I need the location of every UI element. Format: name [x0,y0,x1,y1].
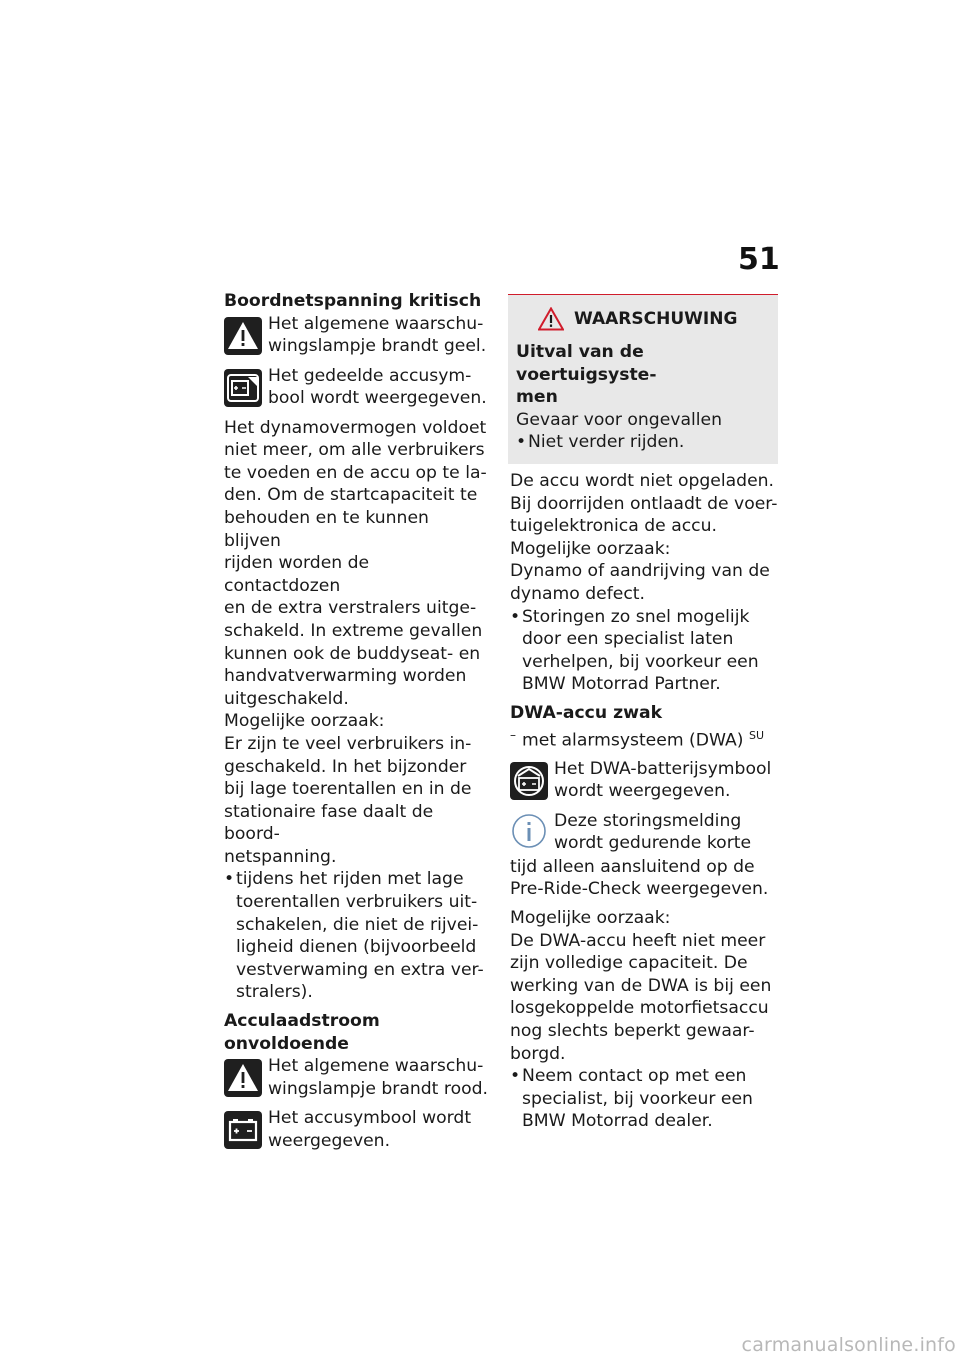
line: tijd alleen aansluitend op de [510,856,755,877]
line: stationaire fase daalt de boord- [224,801,434,845]
bullet-item [224,868,490,1004]
battery-icon [224,1111,262,1149]
line: geschakeld. In het bijzonder [224,756,467,777]
line: den. Om de startcapaciteit te [224,485,478,506]
warning-text: Gevaar voor ongevallen [516,409,723,430]
cause-paragraph [510,930,780,1066]
line: • Storingen zo snel mogelijk [522,606,750,627]
line: vestverwaming en extra ver- [236,959,484,980]
line: Bij doorrijden ontlaadt de voer- [510,493,778,514]
line: ligheid dienen (bijvoorbeeld [236,937,477,958]
line: De accu wordt niet opgeladen. [510,470,775,491]
left-column [224,290,490,1153]
section-title-dwa: DWA-accu zwak [510,702,662,723]
line: zijn volledige capaciteit. De [510,953,748,974]
line: schakelen, die niet de rijvei- [236,914,479,935]
line: en de extra verstralers uitge- [224,598,477,619]
line: netspanning. [224,846,337,867]
line: schakeld. In extreme gevallen [224,620,483,641]
option-line [510,725,780,752]
battery-shared-icon [224,369,262,407]
line: borgd. [510,1043,566,1064]
body-paragraph [510,470,780,538]
line: Deze storingsmelding [554,810,742,831]
line: rijden worden de contactdozen [224,553,370,596]
warning-label: WAARSCHUWING [574,308,738,329]
bullet-item [510,606,780,696]
line: werking van de DWA is bij een [510,975,772,996]
line: niet meer, om alle verbruikers [224,440,485,461]
general-warning-yellow-row [224,313,490,359]
info-continuation [510,856,780,901]
line: nog slechts beperkt gewaar- [510,1020,755,1041]
body-paragraph [224,417,490,711]
line: dynamo defect. [510,583,645,604]
cause-label: Mogelijke oorzaak: [224,711,385,732]
line: Uitval van de voertuigsyste- [516,342,657,385]
section-title-voltage: Boordnetspanning kritisch [224,291,482,311]
line: BMW Motorrad Partner. [522,674,721,695]
cause-label: Mogelijke oorzaak: [510,908,671,929]
line: bij lage toerentallen en in de [224,779,472,800]
line: • tijdens het rijden met lage [236,869,464,890]
line: kunnen ook de buddyseat- en [224,643,481,664]
line: Het gedeelde accusym- [268,365,472,386]
line: wordt weergegeven. [554,781,731,802]
line: BMW Motorrad dealer. [522,1111,713,1132]
battery-row [224,1107,490,1153]
line: Er zijn te veel verbruikers in- [224,733,472,754]
line: weergegeven. [268,1130,391,1151]
line: wingslampje brandt geel. [268,336,487,357]
line: Het algemene waarschu- [268,313,484,334]
line: stralers). [236,982,313,1003]
line: De DWA-accu heeft niet meer [510,930,766,951]
line: Het algemene waarschu- [268,1056,484,1077]
warning-bullet: • Niet verder rijden. [516,431,770,454]
cause-paragraph [510,560,780,605]
info-icon [510,812,548,850]
right-column [510,294,780,1133]
info-row [510,810,780,856]
cause-paragraph [224,733,490,869]
line: Het dynamovermogen voldoet [224,417,487,438]
line: wingslampje brandt rood. [268,1078,488,1099]
line: Dynamo of aandrijving van de [510,561,770,582]
line: bool wordt weergegeven. [268,388,487,409]
warning-triangle-icon [538,307,564,331]
line: Pre-Ride-Check weergegeven. [510,879,769,900]
line: handvatverwarming worden [224,666,467,687]
line: te voeden en de accu op te la- [224,462,487,483]
line: door een specialist laten [522,629,734,650]
line: Het DWA-batterijsymbool [554,758,772,779]
page-number: 51 [738,242,780,277]
line: verhelpen, bij voorkeur een [522,651,759,672]
line: losgekoppelde motorfietsaccu [510,998,769,1019]
option-code: SU [748,728,765,742]
section-title-charge-current: Acculaadstroom onvoldoende [224,1011,380,1054]
warning-triangle-icon [224,1059,262,1097]
shared-battery-row [224,365,490,411]
line: behouden en te kunnen blijven [224,507,429,551]
line: tuigelektronica de accu. [510,516,717,537]
dwa-battery-row [510,758,780,804]
option-text: met alarmsysteem (DWA) [522,730,744,751]
line: Het accusymbool wordt [268,1108,472,1129]
line: toerentallen verbruikers uit- [236,892,478,913]
line: • Neem contact op met een [522,1066,747,1087]
dwa-battery-icon [510,762,548,800]
watermark: carmanualsonline.info [741,1334,956,1356]
line: specialist, bij voorkeur een [522,1088,753,1109]
cause-label: Mogelijke oorzaak: [510,538,671,559]
general-warning-red-row [224,1055,490,1101]
line: wordt gedurende korte [554,833,752,854]
warning-box [508,294,778,464]
warning-triangle-icon [224,317,262,355]
line: uitgeschakeld. [224,688,349,709]
bullet-item [510,1065,780,1133]
warning-title [516,341,770,409]
warning-header [516,307,770,331]
line: men [516,387,558,408]
